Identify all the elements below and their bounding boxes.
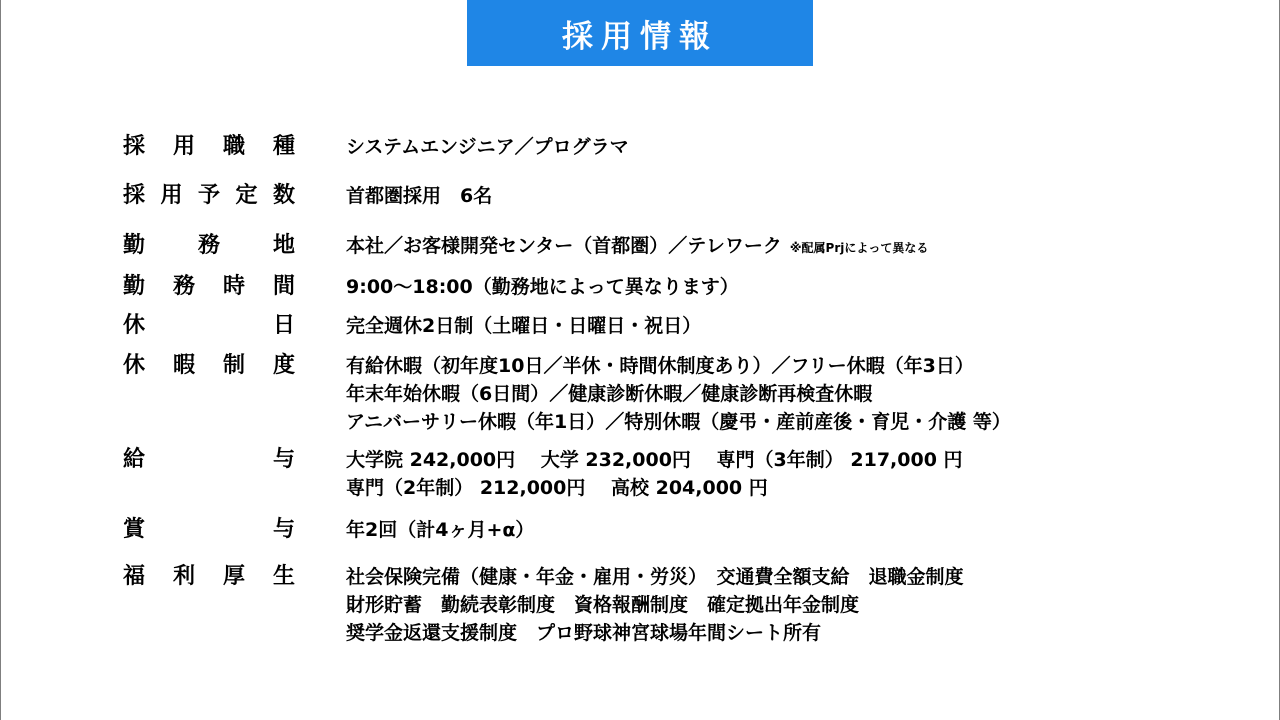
- row-label: 採 用 職 種: [123, 134, 295, 159]
- assignment-note: ※配属Prjによって異なる: [789, 241, 929, 255]
- row-value: システムエンジニア／プログラマ: [346, 136, 629, 158]
- row-label: 福 利 厚 生: [123, 564, 295, 589]
- row-value: 首都圏採用 6名: [346, 185, 493, 207]
- row-value: 社会保険完備（健康・年金・雇用・労災） 交通費全額支給 退職金制度 財形貯蓄 勤続表彰制度 資格報酬制度 確定拠出年金制度 奨学金返還支援制度 プロ野球神宮球場年間シート所有: [346, 566, 964, 644]
- slide-border-left: [0, 0, 1, 720]
- row-label: 休 日: [123, 313, 295, 338]
- row-label: 給 与: [123, 447, 295, 472]
- row-value: 9:00〜18:00（勤務地によって異なります）: [346, 276, 739, 298]
- row-label: 休 暇 制 度: [123, 353, 295, 378]
- page-title: 採用情報: [467, 0, 813, 66]
- row-value: 年2回（計4ヶ月+α）: [346, 519, 535, 541]
- row-label: 勤 務 地: [123, 233, 295, 258]
- row-label: 採 用 予 定 数: [123, 183, 295, 208]
- row-value: 本社／お客様開発センター（首都圏）／テレワーク ※配属Prjによって異なる: [346, 235, 929, 257]
- row-value: 大学院 242,000円 大学 232,000円 専門（3年制） 217,000 円 専門（2年制） 212,000円 高校 204,000 円: [346, 449, 963, 499]
- row-label: 賞 与: [123, 517, 295, 542]
- row-label: 勤 務 時 間: [123, 274, 295, 299]
- row-value: 有給休暇（初年度10日／半休・時間休制度あり）／フリー休暇（年3日） 年末年始休暇（6日間）／健康診断休暇／健康診断再検査休暇 アニバーサリー休暇（年1日）／特別休暇（慶弔・産前産後・育児・介護 等）: [346, 355, 1011, 433]
- row-value: 完全週休2日制（土曜日・日曜日・祝日）: [346, 315, 702, 337]
